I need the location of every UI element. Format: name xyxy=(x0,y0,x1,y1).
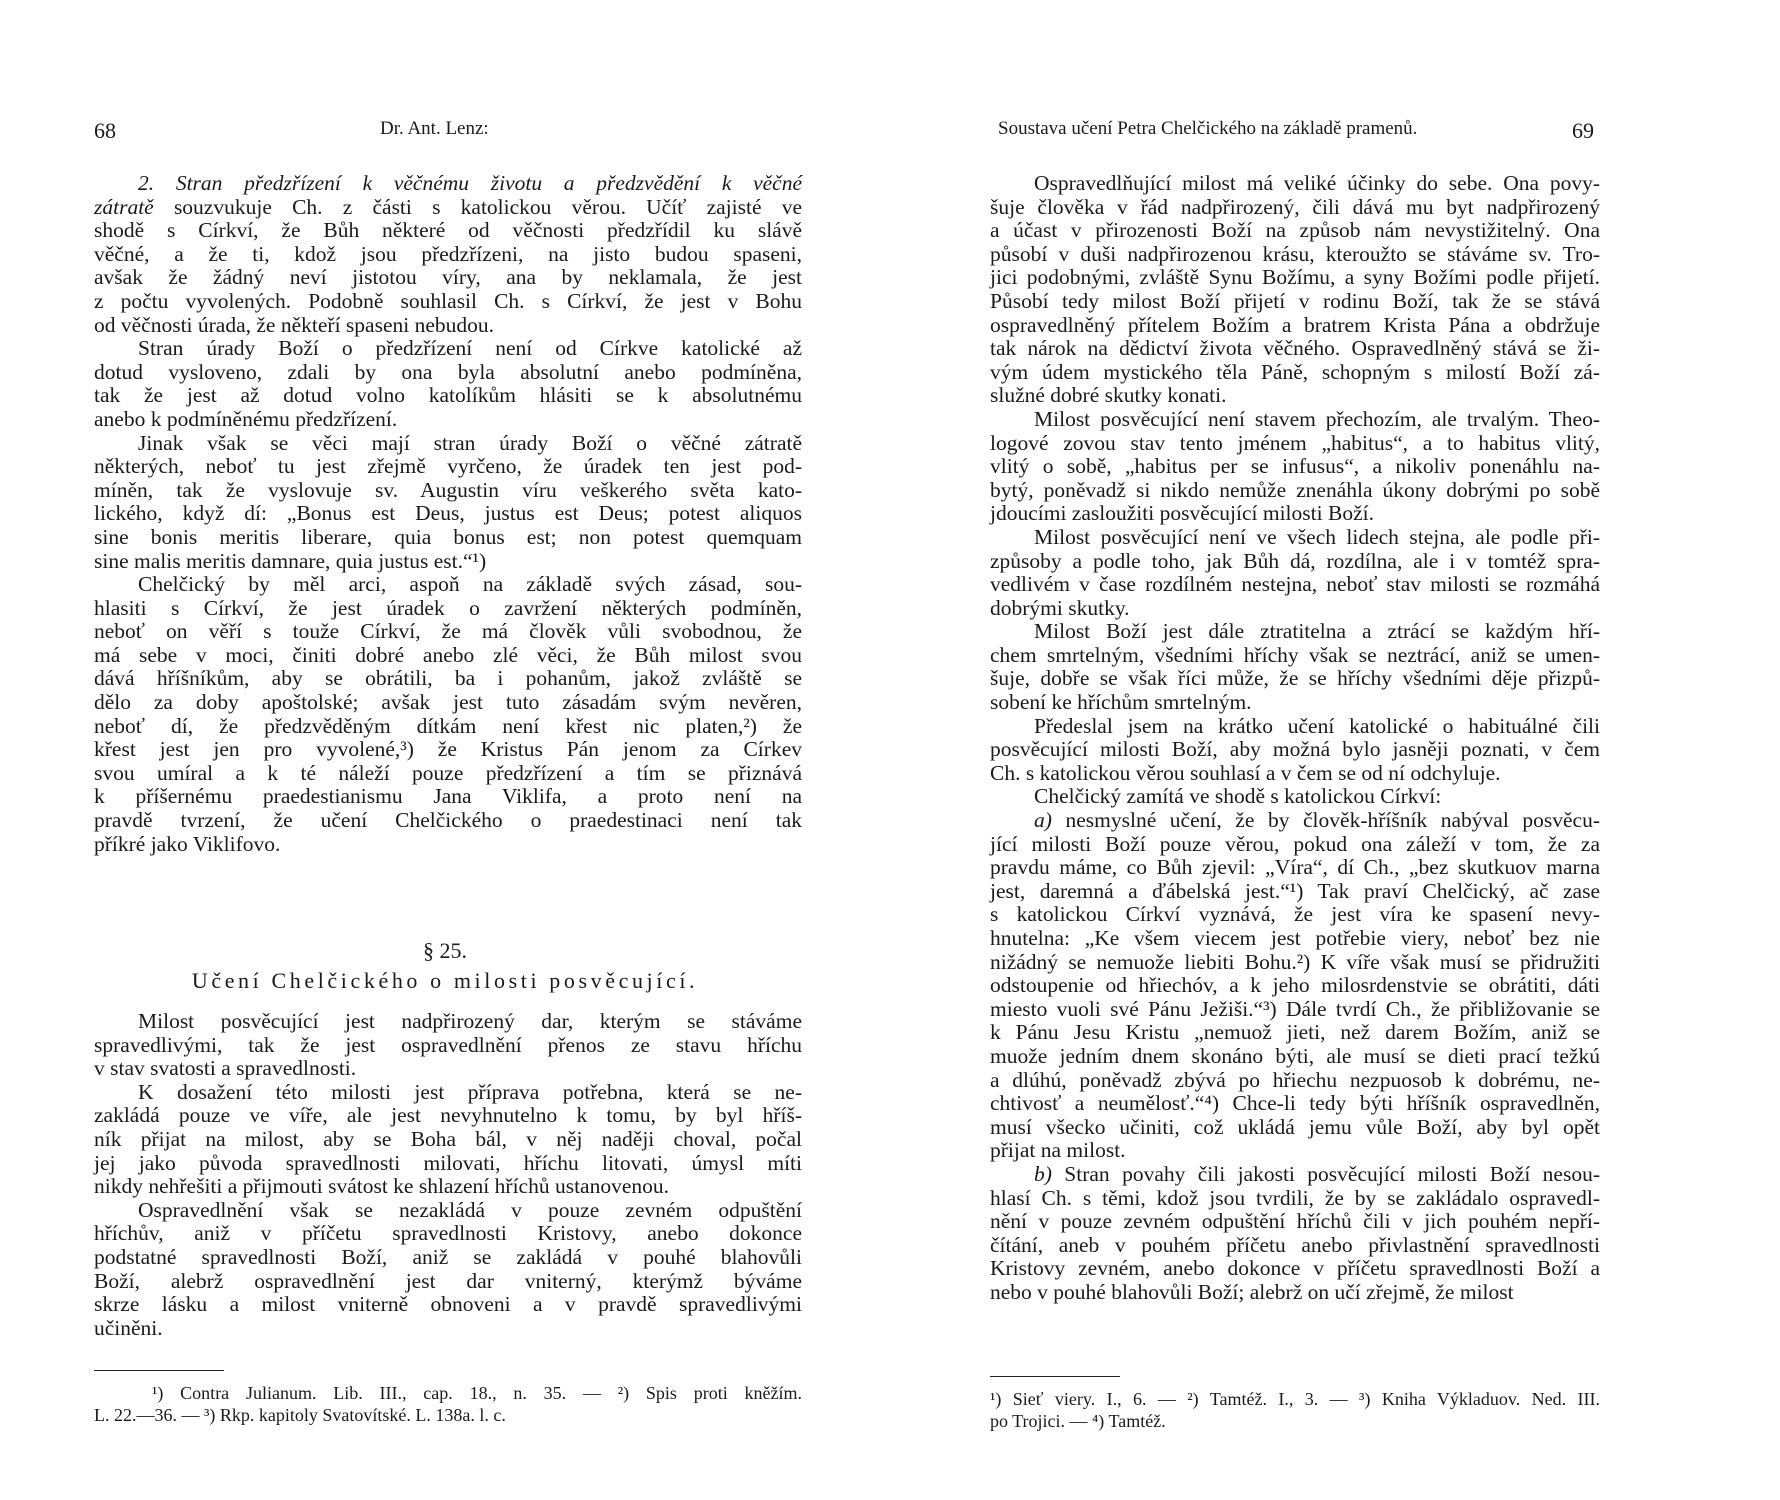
footnote-line: L. 22.—36. — ³) Rkp. kapitoly Svatovítské. L. 138a. l. c. xyxy=(94,1405,506,1425)
text-line: pravdě tvrzení, že učení Chelčického o praedestinaci není tak xyxy=(94,808,802,833)
text-line: Kristovy zevném, anebo dokonce v příčetu spravedlnosti Boží a xyxy=(990,1256,1600,1281)
text-line: učiněni. xyxy=(94,1315,163,1340)
text-line: skrze lásku a milost vniterně obnoveni a v pravdě spravedlivými xyxy=(94,1292,802,1317)
text-line: anebo k podmíněnému předzřízení. xyxy=(94,406,398,431)
text-line: ník přijat na milost, aby se Boha bál, v něj naději choval, počal xyxy=(94,1126,802,1151)
text-line: Boží, alebrž ospravedlnění jest dar vniterný, kterýmž býváme xyxy=(94,1268,802,1293)
text-line: Předeslal jsem na krátko učení katolické o habituálné čili xyxy=(1034,713,1600,738)
text-line: Jinak však se věci mají stran úrady Boží o věčné zátratě xyxy=(138,430,802,455)
text-line: spravedlivými, tak že jest ospravedlnění přenos ze stavu hříchu xyxy=(94,1032,802,1057)
text-line: a účast v přirozenosti Boží na způsob nám nevystižitelný. Ona xyxy=(990,218,1600,243)
text-line: hlasí Ch. s těmi, kdož jsou tvrdili, že by se zakládalo ospravedl- xyxy=(990,1185,1600,1210)
text-line: Milost Boží jest dále ztratitelna a ztrácí se každým hří- xyxy=(1034,619,1600,644)
text-line: neboť dí, že předzvěděným dítkám není křest nic platen,²) že xyxy=(94,713,802,738)
text-line: míněn, tak že vyslovuje sv. Augustin víru veškerého světa kato- xyxy=(94,477,802,502)
item-label: b) xyxy=(1034,1161,1052,1186)
text-line xyxy=(94,196,802,220)
left-text-column xyxy=(94,172,802,856)
section-number: § 25. xyxy=(423,938,467,963)
left-page-number xyxy=(94,118,116,144)
paragraph xyxy=(990,620,1600,714)
text-line: přijat na milost. xyxy=(990,1138,1126,1163)
text-line: Chelčický by měl arci, aspoň na základě svých zásad, sou- xyxy=(138,572,802,597)
text-line: služné dobré skutky konati. xyxy=(990,383,1227,408)
left-running-head: Dr. Ant. Lenz: xyxy=(380,118,489,139)
text-line: má sebe v moci, činiti dobré anebo zlé věci, že Bůh milost svou xyxy=(94,642,802,667)
text-line: avšak že žádný neví jistotou víry, ana by neklamala, že jest xyxy=(94,265,802,290)
text-line: v stav svatosti a spravedlnosti. xyxy=(94,1056,357,1081)
text-line: jdoucími zasloužiti posvěcující milosti Boží. xyxy=(990,501,1374,526)
paragraph xyxy=(990,172,1600,408)
footnote-line: po Trojici. — ⁴) Tamtéž. xyxy=(990,1411,1166,1431)
text-line: Působí tedy milost Boží přijetí v rodinu Boží, tak že se stává xyxy=(990,288,1600,313)
item-label: a) xyxy=(1034,808,1052,833)
text-line: nebo v pouhé blahovůli Boží; alebrž on učí zřejmě, že milost xyxy=(990,1279,1514,1304)
text-line: lického, když dí: „Bonus est Deus, justus est Deus; potest aliquos xyxy=(94,501,802,526)
text-line: dotud vysloveno, zdali by ona byla absolutní anebo podmíněna, xyxy=(94,359,802,384)
text-line: jest, daremná a ďábelská jest.“¹) Tak praví Chelčický, ač zase xyxy=(990,878,1600,903)
text-line: čítání, aneb v pouhém příčetu anebo přivlastnění spravedlnosti xyxy=(990,1232,1600,1257)
text-line: šuje, dobře se však říci může, že se hříchy všedními děje přizpů- xyxy=(990,666,1600,691)
paragraph-b xyxy=(990,1163,1600,1305)
text-line: neboť on věří s touže Církví, že má člověk vůli svobodnou, že xyxy=(94,619,802,644)
text-line: odstoupenie od hřiechóv, a k jeho milosrdenstvie se obrátiti, dáti xyxy=(990,973,1600,998)
text-line: křest jest jen pro vyvolené,³) že Kristus Pán jenom za Církev xyxy=(94,737,802,762)
text-line: hříchův, aniž v příčetu spravedlnosti Kristovy, anebo dokonce xyxy=(94,1221,802,1246)
text-line: Milost posvěcující jest nadpřirozený dar, kterým se stáváme xyxy=(138,1009,802,1033)
paragraph xyxy=(94,1010,802,1081)
paragraph xyxy=(990,526,1600,620)
text-line: Stran úrady Boží o předzřízení není od Církve katolické až xyxy=(138,336,802,361)
italic-lead: 2. Stran předzřízení k věčnému životu a předzvědění k věčné xyxy=(138,171,802,195)
paragraph xyxy=(94,337,802,431)
text-line: od věčnosti úrada, že někteří spaseni nebudou. xyxy=(94,312,495,337)
footnote-line: ¹) Sieť viery. I., 6. — ²) Tamtéž. I., 3. — ³) Kniha Výkladuov. Ned. III. xyxy=(990,1389,1600,1409)
text-line: působí v duši nadpřirozenou krásu, kteroužto se stáváme sv. Tro- xyxy=(990,241,1600,266)
paragraph-a xyxy=(990,809,1600,1163)
text-line: sine malis meritis damnare, quia justus est.“¹) xyxy=(94,548,487,573)
text-line: šuje člověka v řád nadpřirozený, čili dává mu byt nadpřirozený xyxy=(990,194,1600,219)
left-text-column-2 xyxy=(94,1010,802,1340)
text-line: svou umíral a k té náleží pouze předzřízení a tím se přiznává xyxy=(94,760,802,785)
text-line: věčné, a že ti, kdož jsou předzřízeni, na jisto budou spaseni, xyxy=(94,241,802,266)
text-line: Milost posvěcující není ve všech lidech stejna, ale podle při- xyxy=(1034,524,1600,549)
text-line: K dosažení této milosti jest příprava potřebna, která se ne- xyxy=(138,1079,802,1104)
text-line: s katolickou Církví vyznává, že jest víra ke spasení nevy- xyxy=(990,902,1600,927)
text-line: vedlivém v čase rozdílném nestejna, neboť stav milosti se rozmáhá xyxy=(990,572,1600,597)
footnote-rule xyxy=(990,1376,1120,1377)
text-line: k příšernému praedestianismu Jana Viklifa, a proto není na xyxy=(94,784,802,809)
text-line: nění v pouze zevném odpuštění hříchů čili v jich pouhém nepří- xyxy=(990,1209,1600,1234)
text-line: dobrými skutky. xyxy=(990,595,1130,620)
paragraph xyxy=(94,432,802,574)
right-running-head: Soustava učení Petra Chelčického na základě pramenů. xyxy=(998,118,1418,139)
text-line: dělo za doby apoštolské; avšak jest tuto zásadám svým nevěren, xyxy=(94,690,802,715)
right-page xyxy=(890,0,1780,1500)
text-line: dává hříšníkům, aby se obrátili, ba i pohanům, jakož zvláště se xyxy=(94,666,802,691)
text-line: podstatné spravedlnosti Boží, aniž se zakládá v pouhé blahovůli xyxy=(94,1244,802,1269)
text-line: logové zovou stav tento jménem „habitus“, a to habitus vlitý, xyxy=(990,430,1600,455)
text-line: nižádný se nemuože liebiti Bohu.²) K víře však musí se přidružiti xyxy=(990,949,1600,974)
text-line: Ch. s katolickou věrou souhlasí a v čem se od ní odchyluje. xyxy=(990,760,1501,785)
text-span: souzvukuje Ch. z části s katolickou věrou. Učíť zajisté ve xyxy=(153,194,802,219)
italic-lead-end: zátratě xyxy=(94,194,154,219)
text-line: příkré jako Viklifovo. xyxy=(94,831,281,856)
text-line: musí všecko učiniti, což ukládá jemu vůle Boží, aby byl opět xyxy=(990,1114,1600,1139)
text-line: vým údem mystického těla Páně, schopným s milostí Boží zá- xyxy=(990,359,1600,384)
page-number-text: 69 xyxy=(1572,118,1594,143)
text-line: sobení ke hříchům smrtelným. xyxy=(990,690,1252,715)
text-line: některých, neboť tu jest zřejmě vyrčeno, že úradek ten jest pod- xyxy=(94,454,802,479)
section-title: Učení Chelčického o milosti posvěcující. xyxy=(191,968,699,993)
text-line: pravdu máme, co Bůh zjevil: „Víra“, dí Ch., „bez skutkuov marna xyxy=(990,855,1600,880)
text-line: k Pánu Jesu Kristu „nemuož jieti, než darem Božím, aniž se xyxy=(990,1020,1600,1045)
text-line: bytý, poněvadž si nikdo nemůže znenáhla úkony dobrými po sobě xyxy=(990,477,1600,502)
text-line: Ospravedlnění však se nezakládá v pouze zevném odpuštění xyxy=(138,1197,802,1222)
text-line: muože jedním dnem skonáno býti, ale musí se dieti prací težkú xyxy=(990,1043,1600,1068)
text-line: tak že jest až dotud volno katolíkům hlásiti se k absolutnému xyxy=(94,383,802,408)
text-line: způsoby a podle toho, jak Bůh dá, rozdílna, ale i v tomtéž spra- xyxy=(990,548,1600,573)
text-line: chem smrtelným, všedními hříchy však se neztrácí, aniž se umen- xyxy=(990,642,1600,667)
right-footnotes xyxy=(990,1388,1600,1432)
footnote-line: ¹) Contra Julianum. Lib. III., cap. 18., n. 35. — ²) Spis proti kněžím. xyxy=(152,1383,802,1403)
text-line: shodě s Církví, že Bůh některé od věčnosti předzřídil ku slávě xyxy=(94,218,802,243)
text-line: Ospravedlňující milost má veliké účinky do sebe. Ona povy- xyxy=(1034,171,1600,195)
text-line: tak nárok na dědictví života věčného. Ospravedlněný stává se ži- xyxy=(990,336,1600,361)
text-line: Milost posvěcující není stavem přechozím, ale trvalým. Theo- xyxy=(1034,406,1600,431)
page-number-text: 68 xyxy=(94,118,116,143)
text-line: Chelčický zamítá ve shodě s katolickou Církví: xyxy=(1034,784,1442,809)
right-text-column xyxy=(990,172,1600,1305)
text-line: posvěcující milosti Boží, aby možná bylo jasněji poznati, v čem xyxy=(990,737,1600,762)
paragraph-section-2 xyxy=(94,172,802,337)
text-line: hlasiti s Církví, že jest úradek o zavržení některých podmíněn, xyxy=(94,595,802,620)
text-line: ospravedlněný přítelem Božím a bratrem Krista Pána a obdržuje xyxy=(990,312,1600,337)
paragraph xyxy=(990,408,1600,526)
paragraph xyxy=(94,1199,802,1341)
paragraph xyxy=(94,573,802,856)
text-line: vlitý o sobě, „habitus per se infusus“, a nikoliv ponenáhlu na- xyxy=(990,454,1600,479)
paragraph xyxy=(990,715,1600,786)
right-page-number xyxy=(1572,118,1594,144)
text-line: chtivosť a neumělosť.“⁴) Chce-li tedy býti hříšník ospravedlněn, xyxy=(990,1091,1600,1116)
text-line: a dlúhú, poněvadž zbývá po hřiechu nezpuosob k dobrému, ne- xyxy=(990,1067,1600,1092)
text-line: jící milosti Boží pouze věrou, pokud ona záleží v tom, že za xyxy=(990,831,1600,856)
text-line: miesto vuoli své Pánu Ježiši.“³) Dále tvrdí Ch., že přibližovanie se xyxy=(990,996,1600,1021)
text-line: jici podobnými, zvláště Synu Božímu, a syny Božími podle přijetí. xyxy=(990,265,1600,290)
text-line: zakládá pouze ve víře, ale jest nevyhnutelno k tomu, by byl hříš- xyxy=(94,1103,802,1128)
text-line: sine bonis meritis liberare, quia bonus est; non potest quemquam xyxy=(94,524,802,549)
paragraph xyxy=(94,1081,802,1199)
paragraph xyxy=(990,785,1600,809)
text-line xyxy=(94,172,802,196)
text-line: a) nesmyslné učení, že by člověk-hříšník nabýval posvěcu- xyxy=(1034,808,1600,833)
footnote-rule xyxy=(94,1370,224,1371)
text-line: z počtu vyvolených. Podobně souhlasil Ch. s Církví, že jest v Bohu xyxy=(94,288,802,313)
text-line: jej jako původa spravedlnosti milovati, hříchu litovati, úmysl míti xyxy=(94,1150,802,1175)
left-footnotes xyxy=(94,1382,802,1426)
text-line: hnutelna: „Ke všem viecem jest potřebie viery, neboť bez nie xyxy=(990,926,1600,950)
text-line: nikdy nehřešiti a přijmouti svátost ke shlazení hříchů ustanovenou. xyxy=(94,1174,670,1199)
text-line: b) Stran povahy čili jakosti posvěcující milosti Boží nesou- xyxy=(1034,1161,1600,1186)
